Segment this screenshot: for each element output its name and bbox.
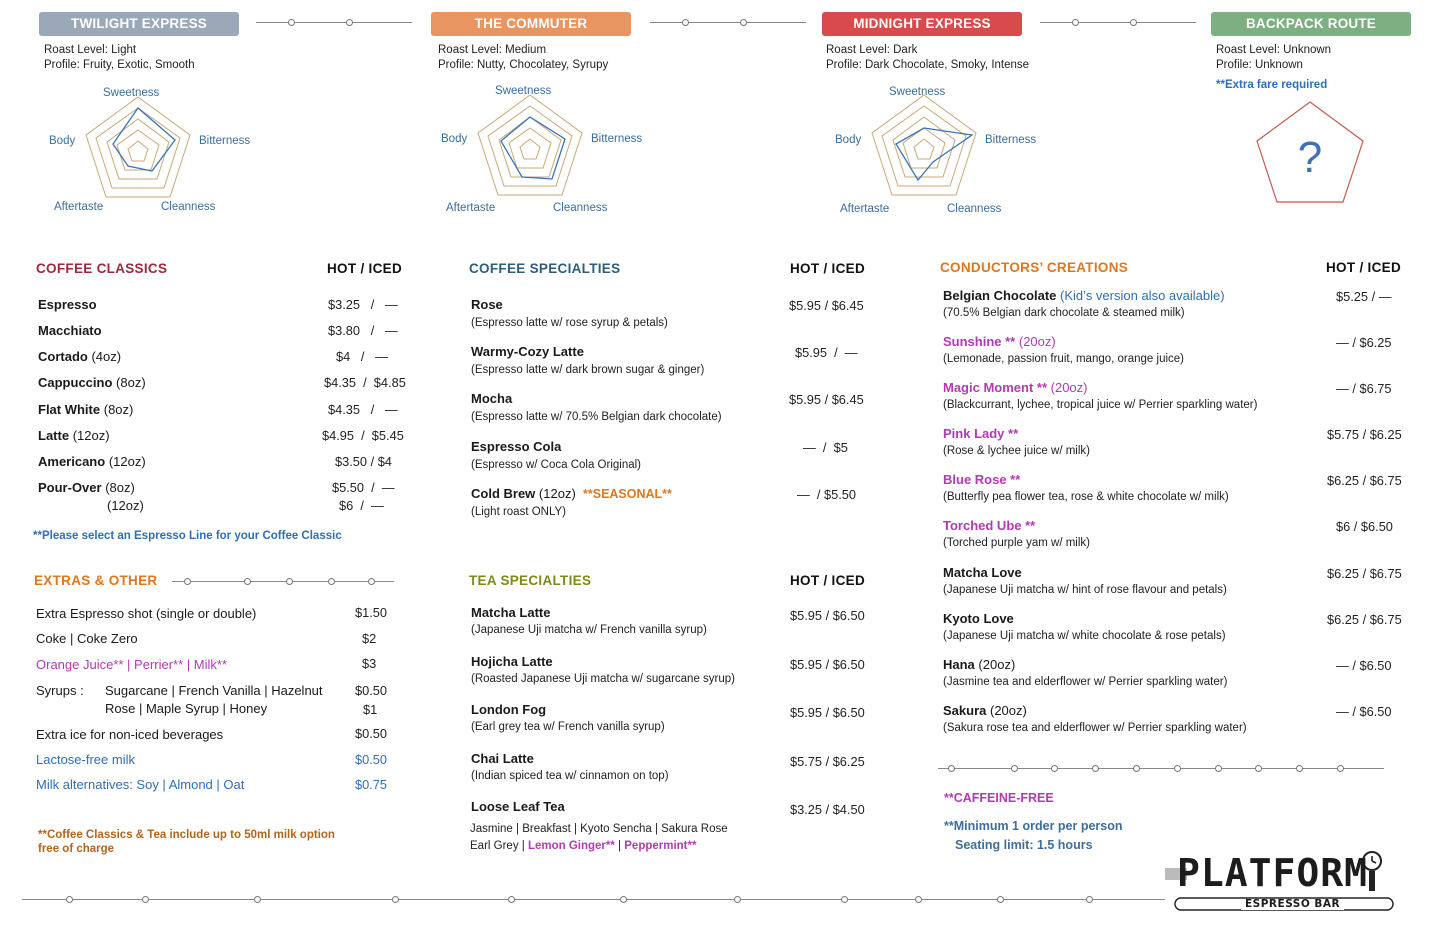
item-description: (Torched purple yam w/ milk) xyxy=(943,537,1090,549)
radar-label-cleanness: Cleanness xyxy=(947,203,1002,215)
item-name: Chai Latte xyxy=(471,751,534,766)
menu-item-classic xyxy=(38,480,135,495)
menu-item-creation xyxy=(943,703,1027,718)
syrups-list-2: Rose | Maple Syrup | Honey xyxy=(105,701,268,716)
item-name: Magic Moment ** xyxy=(943,380,1048,395)
menu-item-creation xyxy=(943,426,1018,441)
item-name: Hojicha Latte xyxy=(471,654,553,669)
item-description: (Lemonade, passion fruit, mango, orange juice) xyxy=(943,353,1185,365)
item-price: $4 / — xyxy=(336,349,388,364)
item-price: — / $6.50 xyxy=(1336,704,1392,719)
caffeine-free-note: **CAFFEINE-FREE xyxy=(944,791,1054,805)
extra-item: Lactose-free milk xyxy=(36,752,135,767)
menu-item-specialty xyxy=(471,391,512,406)
roast-info: Roast Level: Dark Profile: Dark Chocolate, Smoky, Intense xyxy=(826,44,1030,71)
item-description: (Sakura rose tea and elderflower w/ Perrier sparkling water) xyxy=(943,722,1247,734)
minimum-order-note: **Minimum 1 order per person xyxy=(944,819,1123,833)
pour-over-price-2: $6 / — xyxy=(339,498,384,513)
section-title-extras: EXTRAS & OTHER xyxy=(34,573,158,588)
menu-item-specialty xyxy=(471,439,561,454)
radar-label-body: Body xyxy=(49,135,76,147)
extra-item: Milk alternatives: Soy | Almond | Oat xyxy=(36,777,245,792)
item-description: (Earl grey tea w/ French vanilla syrup) xyxy=(471,721,665,733)
menu-item-classic xyxy=(38,349,121,364)
item-price: $6 / $6.50 xyxy=(1336,519,1393,534)
extra-price: $1.50 xyxy=(355,605,388,620)
extra-price: $3 xyxy=(362,656,377,671)
section-title-coffee-specialties: COFFEE SPECIALTIES xyxy=(469,261,621,276)
loose-sep: | xyxy=(614,840,625,852)
hot-iced-header: HOT / ICED xyxy=(790,573,866,588)
item-description: (Light roast ONLY) xyxy=(471,506,567,518)
brand-sub: ESPRESSO BAR xyxy=(1241,899,1344,910)
hot-iced-header: HOT / ICED xyxy=(1326,260,1402,275)
line-badge-twilight: TWILIGHT EXPRESS xyxy=(39,12,239,36)
item-price: $5.50 / — xyxy=(332,480,395,495)
line-badge-commuter: THE COMMUTER xyxy=(431,12,631,36)
radar-label-bitterness: Bitterness xyxy=(591,133,643,145)
seating-limit-note: Seating limit: 1.5 hours xyxy=(955,838,1093,852)
item-name: Cappuccino xyxy=(38,375,113,390)
item-name: Latte xyxy=(38,428,70,443)
item-tag: (Kid’s version also available) xyxy=(1060,288,1225,303)
item-price: $6.25 / $6.75 xyxy=(1327,612,1402,627)
item-description: (Espresso w/ Coca Cola Original) xyxy=(471,459,642,471)
radar-label-sweetness: Sweetness xyxy=(495,85,552,97)
item-name: Espresso Cola xyxy=(471,439,562,454)
item-name: Americano xyxy=(38,454,106,469)
item-name: Sunshine ** xyxy=(943,334,1016,349)
item-price: $5.25 / — xyxy=(1336,289,1392,304)
item-size: (8oz) xyxy=(105,480,135,495)
item-description: (Espresso latte w/ dark brown sugar & ginger) xyxy=(471,364,705,376)
item-name: Kyoto Love xyxy=(943,611,1014,626)
item-name: Pour-Over xyxy=(38,480,102,495)
item-size: (12oz) xyxy=(538,486,576,501)
menu-item-creation xyxy=(943,380,1088,395)
item-price: $4.35 / — xyxy=(328,402,398,417)
extra-price: $0.50 xyxy=(355,726,388,741)
item-size: (8oz) xyxy=(116,375,146,390)
brand-name: PLATFORM xyxy=(1177,851,1369,895)
menu-item-classic xyxy=(38,428,110,443)
menu-item-tea xyxy=(471,605,550,620)
menu-item-classic xyxy=(38,402,133,417)
item-size: (8oz) xyxy=(103,402,134,417)
item-name: Hana xyxy=(943,657,975,672)
item-price: $3.25 / — xyxy=(328,297,398,312)
radar-label-cleanness: Cleanness xyxy=(553,202,608,214)
section-title-tea-specialties: TEA SPECIALTIES xyxy=(469,573,592,588)
loose-leaf-options-1: Jasmine | Breakfast | Kyoto Sencha | Sakura Rose xyxy=(470,823,728,835)
question-mark: ? xyxy=(1297,133,1323,182)
hot-iced-header: HOT / ICED xyxy=(790,261,866,276)
item-name: Flat White xyxy=(38,402,101,417)
section-title-conductors-creations: CONDUCTORS’ CREATIONS xyxy=(940,260,1129,275)
pour-over-size-2: (12oz) xyxy=(107,498,144,513)
menu-item-creation xyxy=(943,288,1225,303)
item-tag: (20oz) xyxy=(1050,380,1088,395)
section-title-coffee-classics: COFFEE CLASSICS xyxy=(36,261,168,276)
menu-item-specialty xyxy=(471,344,584,359)
espresso-line-note: **Please select an Espresso Line for your Coffee Classic xyxy=(33,530,342,542)
extra-item: Orange Juice** | Perrier** | Milk** xyxy=(36,657,227,672)
item-price: $4.35 / $4.85 xyxy=(324,375,406,390)
item-name: London Fog xyxy=(471,702,547,717)
item-price: $3.50 / $4 xyxy=(335,454,392,469)
item-price: $5.95 / — xyxy=(795,345,858,360)
radar-chart-midnight xyxy=(826,80,1056,220)
radar-label-sweetness: Sweetness xyxy=(103,87,160,99)
menu-item-creation xyxy=(943,472,1020,487)
menu-item-specialty xyxy=(471,297,503,312)
item-name: Torched Ube ** xyxy=(943,518,1036,533)
item-name: Sakura xyxy=(943,703,987,718)
radar-label-bitterness: Bitterness xyxy=(985,134,1037,146)
menu-item-tea xyxy=(471,654,553,669)
item-description: (Indian spiced tea w/ cinnamon on top) xyxy=(471,770,669,782)
item-price: $5.95 / $6.45 xyxy=(789,298,864,313)
item-description: (Japanese Uji matcha w/ hint of rose flavour and petals) xyxy=(943,584,1227,596)
menu-item-creation xyxy=(943,565,1022,580)
radar-label-aftertaste: Aftertaste xyxy=(840,203,890,215)
item-price: — / $5.50 xyxy=(797,487,857,502)
platform-logo xyxy=(1165,848,1397,918)
item-name: Cortado xyxy=(38,349,88,364)
extra-item-syrups: Syrups : xyxy=(36,683,84,698)
item-description: (Blackcurrant, lychee, tropical juice w/ Perrier sparkling water) xyxy=(943,399,1258,411)
item-tag: (20oz) xyxy=(1018,334,1056,349)
item-name: Blue Rose ** xyxy=(943,472,1021,487)
bottom-track-line xyxy=(22,899,1165,900)
item-name: Rose xyxy=(471,297,503,312)
item-size: (4oz) xyxy=(91,349,122,364)
extra-item: Extra Espresso shot (single or double) xyxy=(36,606,257,621)
item-name: Pink Lady ** xyxy=(943,426,1019,441)
roast-info: Roast Level: Medium Profile: Nutty, Chocolatey, Syrupy xyxy=(438,44,609,71)
item-price: $5.75 / $6.25 xyxy=(790,754,865,769)
item-price: $4.95 / $5.45 xyxy=(322,428,404,443)
item-price: $5.75 / $6.25 xyxy=(1327,427,1402,442)
loose-lemon-ginger: Lemon Ginger** xyxy=(527,840,615,852)
item-price: $6.25 / $6.75 xyxy=(1327,473,1402,488)
radar-label-cleanness: Cleanness xyxy=(161,201,216,213)
item-name: Matcha Latte xyxy=(471,605,551,620)
roast-info: Roast Level: Unknown Profile: Unknown xyxy=(1216,44,1332,71)
item-name: Cold Brew xyxy=(471,486,536,501)
track-line xyxy=(938,768,1384,769)
extra-price: $0.75 xyxy=(355,777,388,792)
item-name: Macchiato xyxy=(38,323,102,338)
item-name: Matcha Love xyxy=(943,565,1022,580)
item-price: — / $5 xyxy=(803,440,848,455)
track-line xyxy=(1040,22,1196,23)
menu-item-classic xyxy=(38,454,146,469)
radar-label-aftertaste: Aftertaste xyxy=(54,201,104,213)
line-badge-midnight: MIDNIGHT EXPRESS xyxy=(822,12,1022,36)
item-description: (Espresso latte w/ rose syrup & petals) xyxy=(471,317,668,329)
radar-label-aftertaste: Aftertaste xyxy=(446,202,496,214)
seasonal-tag: **SEASONAL** xyxy=(583,487,672,501)
radar-chart-unknown xyxy=(1250,98,1370,206)
radar-chart-commuter xyxy=(432,80,662,220)
loose-earl-grey: Earl Grey | xyxy=(470,840,528,852)
roast-info: Roast Level: Light Profile: Fruity, Exotic, Smooth xyxy=(44,44,195,71)
loose-leaf-options-2 xyxy=(470,840,696,852)
item-description: (70.5% Belgian dark chocolate & steamed milk) xyxy=(943,307,1185,319)
item-name: Warmy-Cozy Latte xyxy=(471,344,584,359)
milk-note-1: **Coffee Classics & Tea include up to 50ml milk option xyxy=(38,829,335,841)
item-description: (Jasmine tea and elderflower w/ Perrier sparkling water) xyxy=(943,676,1228,688)
menu-item-tea xyxy=(471,751,534,766)
menu-item-creation xyxy=(943,611,1014,626)
track-line xyxy=(650,22,806,23)
milk-note-2: free of charge xyxy=(38,843,115,855)
item-price: $5.95 / $6.50 xyxy=(790,705,865,720)
item-name: Mocha xyxy=(471,391,513,406)
extra-price: $1 xyxy=(363,702,378,717)
item-price: $5.95 / $6.50 xyxy=(790,657,865,672)
radar-label-sweetness: Sweetness xyxy=(889,86,946,98)
radar-label-body: Body xyxy=(835,134,862,146)
item-price: $3.80 / — xyxy=(328,323,398,338)
item-description: (Rose & lychee juice w/ milk) xyxy=(943,445,1090,457)
item-description: (Butterfly pea flower tea, rose & white chocolate w/ milk) xyxy=(943,491,1229,503)
extra-price: $2 xyxy=(362,631,377,646)
item-price: $3.25 / $4.50 xyxy=(790,802,865,817)
menu-item-creation xyxy=(943,518,1035,533)
item-price: $5.95 / $6.50 xyxy=(790,608,865,623)
extra-item: Coke | Coke Zero xyxy=(36,631,138,646)
extra-price: $0.50 xyxy=(355,683,388,698)
item-tag: (20oz) xyxy=(978,657,1016,672)
item-price: $6.25 / $6.75 xyxy=(1327,566,1402,581)
radar-label-body: Body xyxy=(441,133,468,145)
menu-item-creation xyxy=(943,334,1056,349)
loose-peppermint: Peppermint** xyxy=(624,840,697,852)
item-price: — / $6.75 xyxy=(1336,381,1392,396)
hot-iced-header: HOT / ICED xyxy=(327,261,403,276)
item-price: — / $6.50 xyxy=(1336,658,1392,673)
item-price: — / $6.25 xyxy=(1336,335,1392,350)
item-name: Espresso xyxy=(38,297,97,312)
item-description: (Espresso latte w/ 70.5% Belgian dark chocolate) xyxy=(471,411,722,423)
track-line xyxy=(256,22,412,23)
track-line xyxy=(172,581,394,582)
extra-price: $0.50 xyxy=(355,752,388,767)
item-description: (Japanese Uji matcha w/ white chocolate & rose petals) xyxy=(943,630,1226,642)
menu-item-tea xyxy=(471,702,546,717)
extra-item: Extra ice for non-iced beverages xyxy=(36,727,224,742)
menu-item-creation xyxy=(943,657,1015,672)
menu-item-classic xyxy=(38,375,146,390)
line-badge-backpack: BACKPACK ROUTE xyxy=(1211,12,1411,36)
extra-fare-note: **Extra fare required xyxy=(1216,79,1328,91)
radar-label-bitterness: Bitterness xyxy=(199,135,251,147)
item-price: $5.95 / $6.45 xyxy=(789,392,864,407)
item-description: (Japanese Uji matcha w/ French vanilla syrup) xyxy=(471,624,707,636)
radar-chart-twilight xyxy=(40,82,270,222)
item-name: Loose Leaf Tea xyxy=(471,799,565,814)
item-name: Belgian Chocolate xyxy=(943,288,1057,303)
syrups-list-1: Sugarcane | French Vanilla | Hazelnut xyxy=(105,683,323,698)
menu-item-tea xyxy=(471,799,565,814)
menu-item-classic xyxy=(38,323,102,338)
item-size: (12oz) xyxy=(108,454,146,469)
menu-item-classic xyxy=(38,297,97,312)
item-size: (12oz) xyxy=(72,428,110,443)
item-description: (Roasted Japanese Uji matcha w/ sugarcane syrup) xyxy=(471,673,735,685)
menu-item-specialty xyxy=(471,486,576,501)
item-tag: (20oz) xyxy=(990,703,1027,718)
